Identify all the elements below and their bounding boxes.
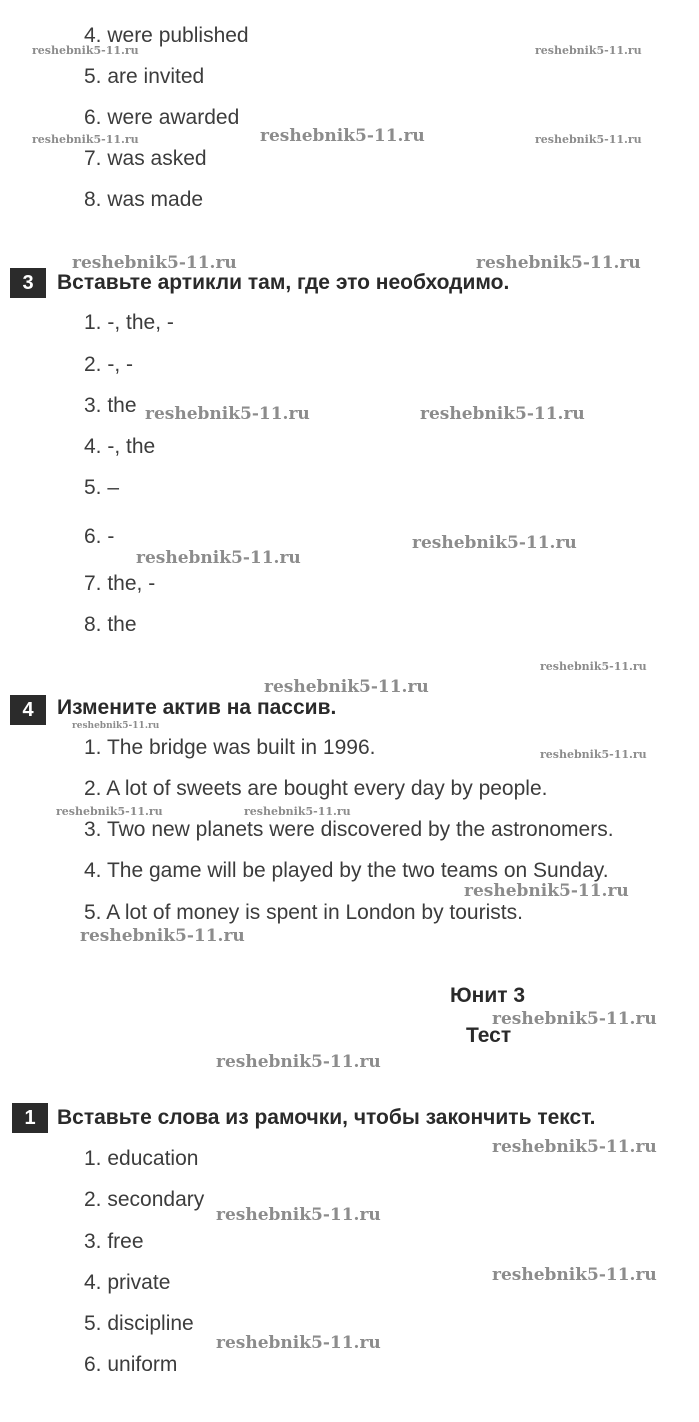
list-item: 3. the (84, 394, 137, 417)
watermark: reshebnik5-11.ru (420, 404, 585, 424)
watermark: reshebnik5-11.ru (260, 126, 425, 146)
list-item: 2. -, - (84, 353, 134, 376)
watermark: reshebnik5-11.ru (72, 253, 237, 273)
list-item: 5. A lot of money is spent in London by tourists. (84, 901, 523, 924)
watermark: reshebnik5-11.ru (72, 721, 160, 731)
watermark: reshebnik5-11.ru (56, 805, 163, 818)
watermark: reshebnik5-11.ru (145, 404, 310, 424)
list-item: 3. Two new planets were discovered by the astronomers. (84, 818, 614, 841)
list-item: 5. – (84, 476, 120, 499)
watermark: reshebnik5-11.ru (80, 926, 245, 946)
list-item: 4. -, the (84, 435, 156, 458)
unit-subtitle: Тест (466, 1024, 512, 1047)
list-item: 5. are invited (84, 65, 205, 88)
list-item: 7. was asked (84, 147, 207, 170)
watermark: reshebnik5-11.ru (244, 805, 351, 818)
list-item: 8. was made (84, 188, 204, 211)
list-item: 6. uniform (84, 1353, 178, 1376)
watermark: reshebnik5-11.ru (464, 881, 629, 901)
exercise-title: Вставьте слова из рамочки, чтобы закончить текст. (57, 1106, 596, 1129)
list-item: 3. free (84, 1230, 144, 1253)
list-item: 6. - (84, 525, 115, 548)
watermark: reshebnik5-11.ru (216, 1333, 381, 1353)
list-item: 1. education (84, 1147, 199, 1170)
list-item: 5. discipline (84, 1312, 194, 1335)
list-item: 1. The bridge was built in 1996. (84, 736, 376, 759)
list-item: 4. were published (84, 24, 249, 47)
list-item: 2. secondary (84, 1188, 205, 1211)
watermark: reshebnik5-11.ru (535, 44, 642, 57)
list-item: 6. were awarded (84, 106, 240, 129)
list-item: 7. the, - (84, 572, 156, 595)
watermark: reshebnik5-11.ru (32, 133, 139, 146)
list-item: 4. private (84, 1271, 171, 1294)
list-item: 8. the (84, 613, 137, 636)
watermark: reshebnik5-11.ru (476, 253, 641, 273)
list-item: 2. A lot of sweets are bought every day by people. (84, 777, 548, 800)
watermark: reshebnik5-11.ru (535, 133, 642, 146)
watermark: reshebnik5-11.ru (264, 677, 429, 697)
list-item: 4. The game will be played by the two teams on Sunday. (84, 859, 609, 882)
exercise-number-badge: 3 (10, 268, 46, 298)
list-item: 1. -, the, - (84, 311, 174, 334)
exercise-title: Измените актив на пассив. (57, 696, 337, 719)
exercise-number-badge: 4 (10, 695, 46, 725)
watermark: reshebnik5-11.ru (136, 548, 301, 568)
unit-title: Юнит 3 (450, 984, 526, 1007)
watermark: reshebnik5-11.ru (540, 748, 647, 761)
watermark: reshebnik5-11.ru (492, 1265, 657, 1285)
watermark: reshebnik5-11.ru (216, 1205, 381, 1225)
watermark: reshebnik5-11.ru (492, 1009, 657, 1029)
exercise-title: Вставьте артикли там, где это необходимо. (57, 271, 510, 294)
watermark: reshebnik5-11.ru (412, 533, 577, 553)
watermark: reshebnik5-11.ru (492, 1137, 657, 1157)
watermark: reshebnik5-11.ru (540, 660, 647, 673)
watermark: reshebnik5-11.ru (216, 1052, 381, 1072)
exercise-number-badge: 1 (12, 1103, 48, 1133)
watermark: reshebnik5-11.ru (32, 44, 139, 57)
